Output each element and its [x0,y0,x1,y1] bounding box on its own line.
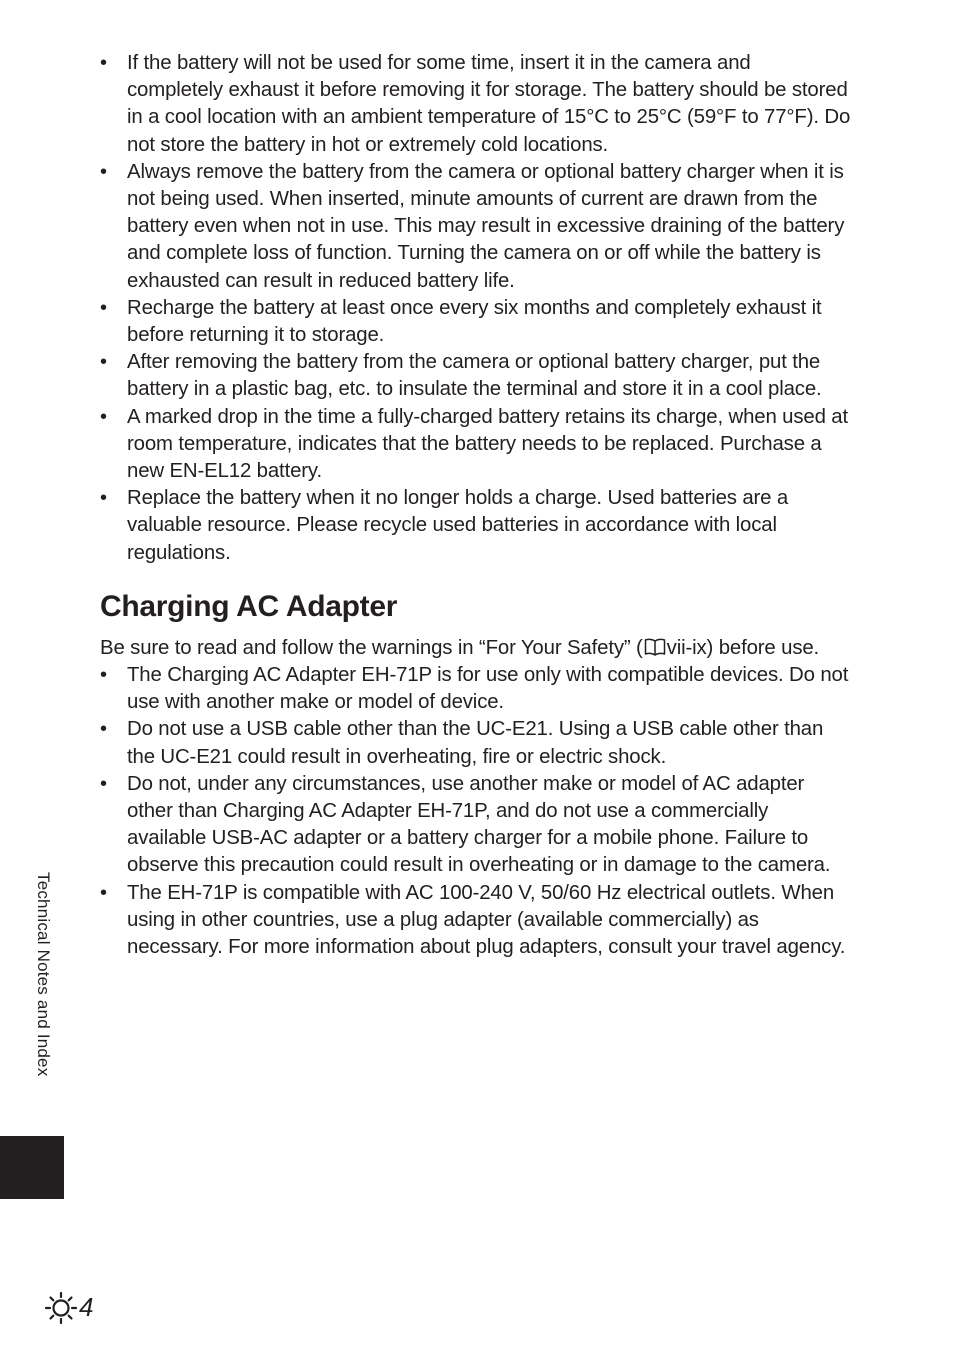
list-item [100,485,852,567]
page-content [100,50,852,961]
list-item-text: The EH-71P is compatible with AC 100-240 V, 50/60 Hz electrical outlets. When using in other countries, use a plug adapter (available commercially) as necessary. For more information about plug adapters, consult your travel agency. [127,881,846,959]
ac-adapter-list [100,662,852,961]
battery-storage-list [100,50,852,567]
list-item [100,716,852,770]
safety-page-reference-link[interactable]: vii-ix [666,636,707,659]
section-intro [100,635,852,662]
technical-notes-icon [44,1290,78,1324]
page-number [44,1287,93,1327]
side-tab-label: Technical Notes and Index [34,872,53,1077]
list-item [100,50,852,159]
list-item [100,349,852,403]
list-item [100,159,852,295]
section-heading: Charging AC Adapter [100,589,398,623]
bullet-icon: • [100,160,107,183]
bullet-icon: • [100,487,107,510]
side-tab-marker [0,1136,64,1199]
list-item-text: After removing the battery from the camera or optional battery charger, put the battery in a plastic bag, etc. to insulate the terminal and store it in a cool place. [127,351,822,401]
bullet-icon: • [100,296,107,319]
intro-text-after: ) before use. [706,636,820,659]
list-item-text: Always remove the battery from the camera or optional battery charger when it is not being used. When inserted, minute amounts of current are drawn from the battery even when not in use. This may result in excessive draining of the battery and complete loss of function. Turning the camera on or off while the battery is exhausted can result in reduced battery life. [127,160,845,292]
bullet-icon: • [100,405,107,428]
list-item [100,771,852,880]
bullet-icon: • [100,881,107,904]
bullet-icon: • [100,351,107,374]
list-item-text: If the battery will not be used for some time, insert it in the camera and completely exhaust it before removing it for storage. The battery should be stored in a cool location with an ambient temperature of 15°C to 25°C (59°F to 77°F). Do not store the battery in hot or extremely cold locations. [127,52,851,156]
list-item-text: Do not use a USB cable other than the UC-E21. Using a USB cable other than the UC-E21 could result in overheating, fire or electric shock. [127,718,824,768]
intro-text-before: Be sure to read and follow the warnings in “For Your Safety” ( [100,636,643,659]
list-item-text: The Charging AC Adapter EH-71P is for use only with compatible devices. Do not use with another make or model of device. [127,664,849,714]
list-item [100,880,852,962]
list-item-text: A marked drop in the time a fully-charged battery retains its charge, when used at room temperature, indicates that the battery needs to be replaced. Purchase a new EN-EL12 battery. [127,405,849,483]
bullet-icon: • [100,664,107,687]
list-item-text: Replace the battery when it no longer holds a charge. Used batteries are a valuable resource. Please recycle used batteries in accordance with local regulations. [127,487,789,564]
list-item [100,404,852,486]
bullet-icon: • [100,772,107,795]
list-item-text: Do not, under any circumstances, use another make or model of AC adapter other than Charging AC Adapter EH-71P, and do not use a commercially available USB-AC adapter or a battery charger for a mobile phone. Failure to observe this precaution could result in overheating or in damage to the camera. [127,772,831,877]
list-item [100,295,852,349]
list-item-text: Recharge the battery at least once every six months and completely exhaust it before returning it to storage. [127,296,822,347]
list-item [100,662,852,716]
bullet-icon: • [100,718,107,741]
page-number-value: 4 [79,1291,94,1322]
book-reference-icon [644,638,666,656]
bullet-icon: • [100,52,107,74]
